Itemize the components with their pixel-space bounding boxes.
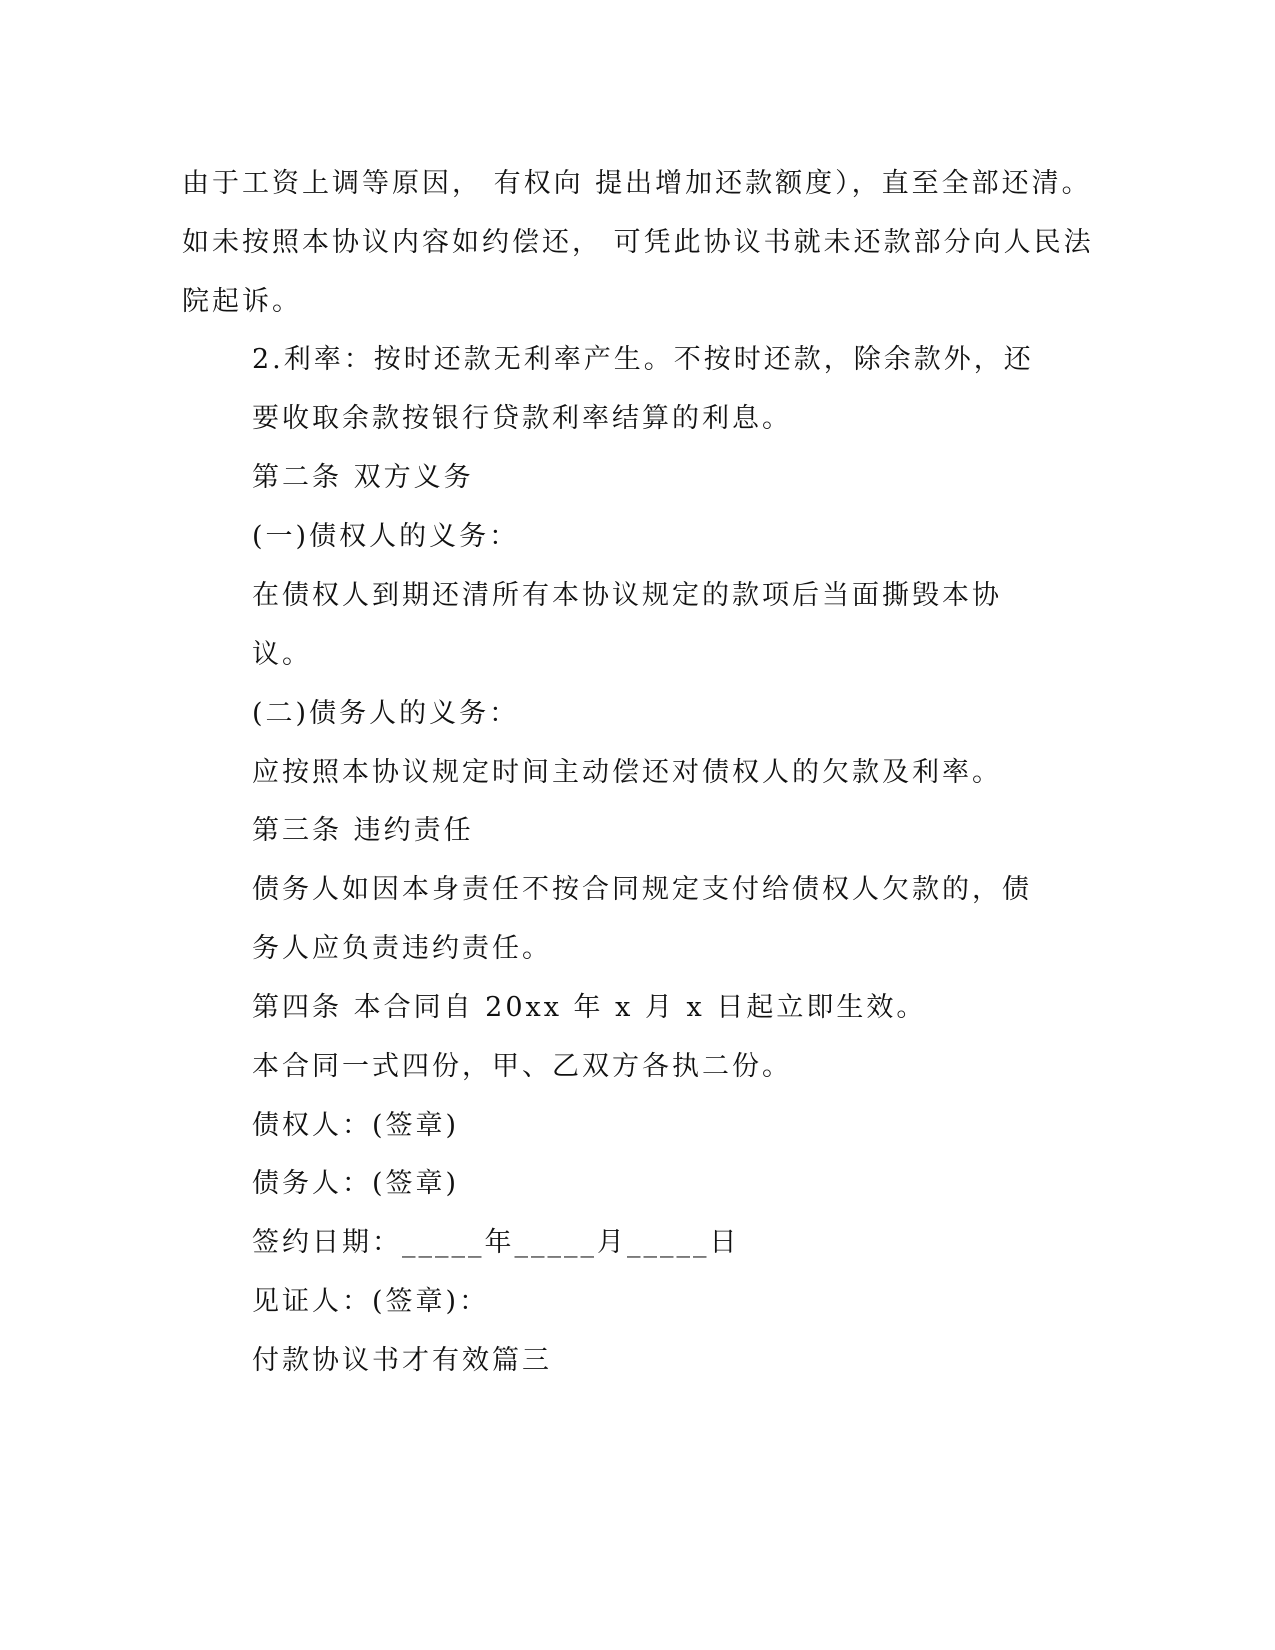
paragraph-line: 要收取余款按银行贷款利率结算的利息。	[252, 403, 792, 434]
interest-rate-clause: 2.利率：按时还款无利率产生。不按时还款，除余款外，还	[252, 344, 1034, 375]
witness-signature-line: 见证人：(签章)：	[252, 1286, 490, 1317]
paragraph-line: 院起诉。	[182, 286, 302, 317]
paragraph-line: 应按照本协议规定时间主动偿还对债权人的欠款及利率。	[252, 757, 1002, 788]
article-four-line: 第四条 本合同自 20xx 年 x 月 x 日起立即生效。	[252, 992, 927, 1023]
paragraph-line: 由于工资上调等原因， 有权向 提出增加还款额度），直至全部还清。	[182, 168, 1092, 199]
creditor-obligation-heading: (一)债权人的义务：	[252, 521, 520, 552]
paragraph-line: 务人应负责违约责任。	[252, 933, 552, 964]
paragraph-line: 本合同一式四份，甲、乙双方各执二份。	[252, 1051, 792, 1082]
debtor-signature-line: 债务人：(签章)	[252, 1168, 460, 1199]
creditor-signature-line: 债权人：(签章)	[252, 1110, 460, 1141]
paragraph-line: 如未按照本协议内容如约偿还， 可凭此协议书就未还款部分向人民法	[182, 227, 1094, 258]
article-two-heading: 第二条 双方义务	[252, 462, 474, 493]
section-title: 付款协议书才有效篇三	[252, 1345, 552, 1376]
signing-date-line: 签约日期：_____年_____月_____日	[252, 1227, 740, 1258]
paragraph-line: 议。	[252, 639, 312, 670]
debtor-obligation-heading: (二)债务人的义务：	[252, 698, 520, 729]
paragraph-line: 债务人如因本身责任不按合同规定支付给债权人欠款的，债	[252, 874, 1032, 905]
article-three-heading: 第三条 违约责任	[252, 815, 474, 846]
paragraph-line: 在债权人到期还清所有本协议规定的款项后当面撕毁本协	[252, 580, 1002, 611]
